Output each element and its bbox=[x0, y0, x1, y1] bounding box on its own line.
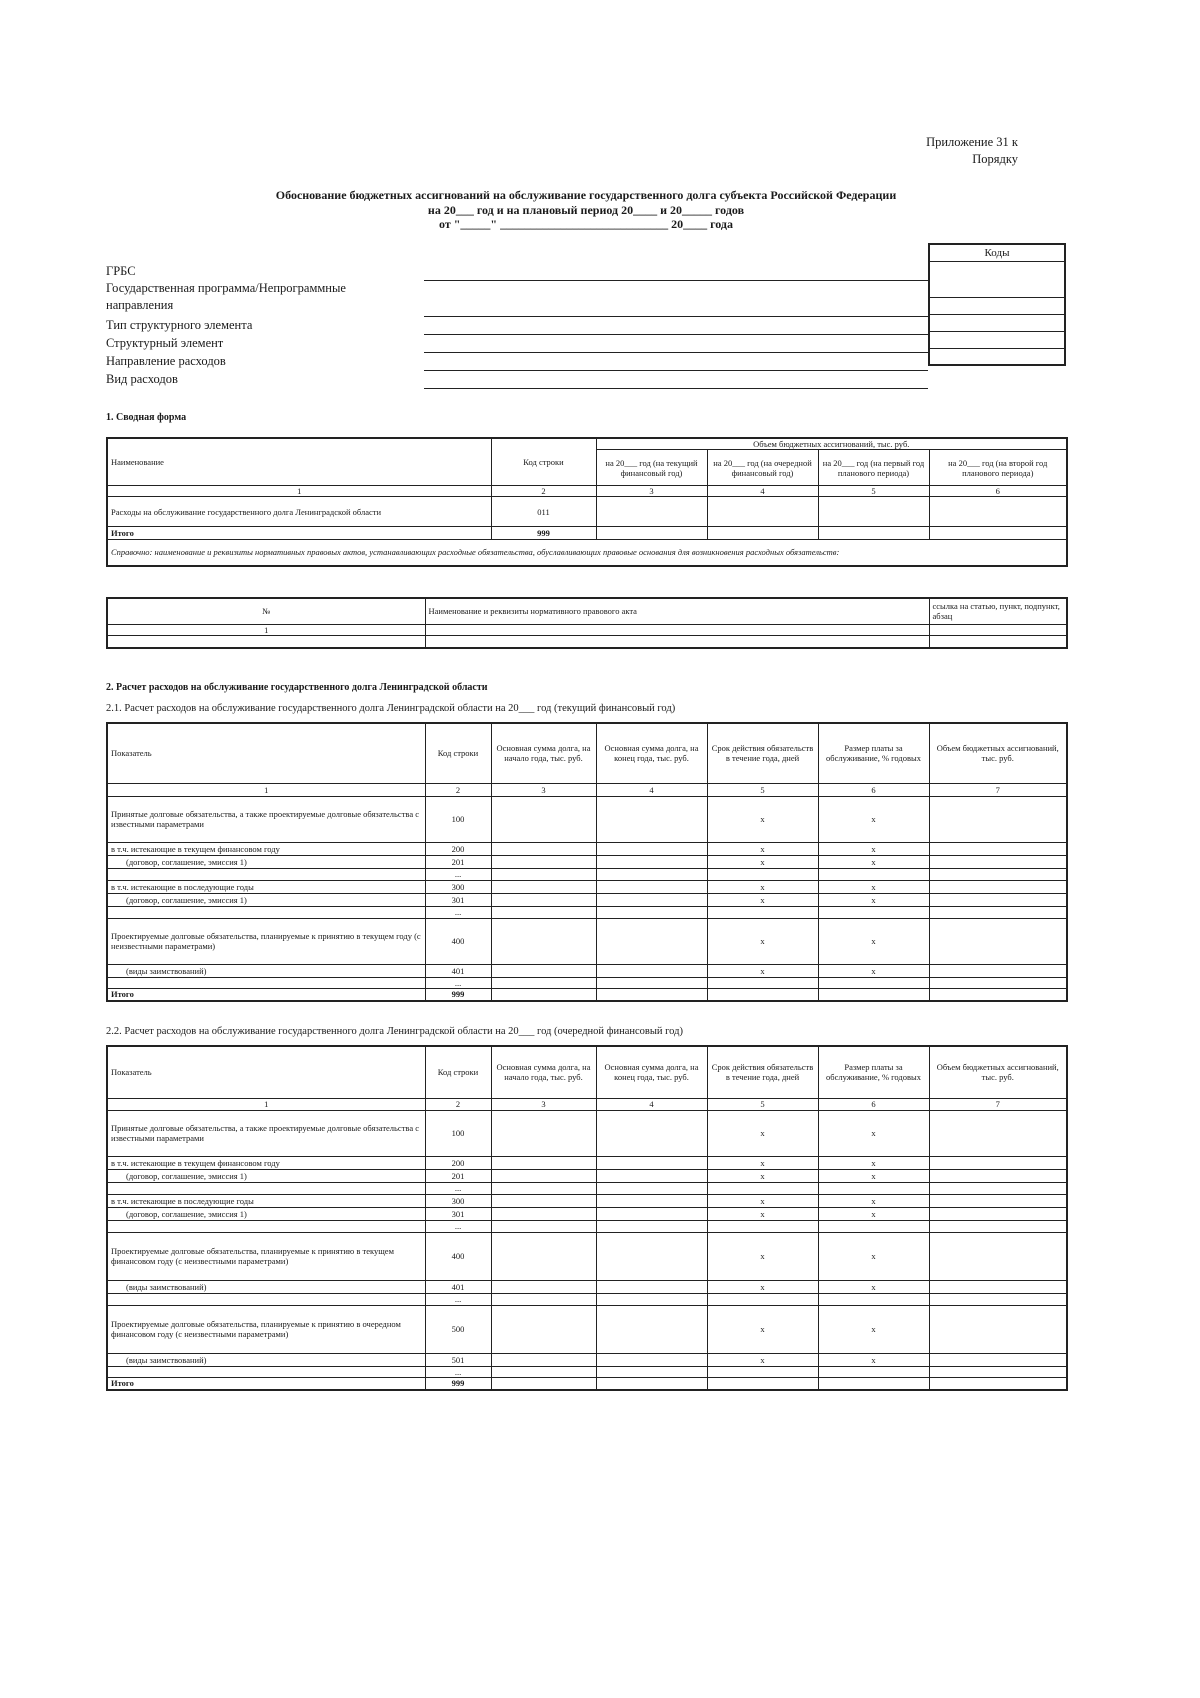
code-cell-element bbox=[929, 331, 1065, 348]
t22-cell bbox=[596, 1207, 707, 1220]
t22-r301-label: (договор, соглашение, эмиссия 1) bbox=[107, 1207, 425, 1220]
t21-cell bbox=[491, 988, 596, 1001]
t21-dots-3: ... bbox=[425, 977, 491, 988]
t22-header-c7: Объем бюджетных ассигнований, тыс. руб. bbox=[929, 1046, 1067, 1098]
t21-r301-code: 301 bbox=[425, 893, 491, 906]
t21-cell bbox=[596, 880, 707, 893]
t21-num-1: 1 bbox=[107, 783, 425, 796]
code-cell-kind bbox=[929, 348, 1065, 365]
t22-r501-code: 501 bbox=[425, 1353, 491, 1366]
t22-r300-code: 300 bbox=[425, 1194, 491, 1207]
ref-cell bbox=[425, 624, 929, 635]
t22-r400-code: 400 bbox=[425, 1232, 491, 1280]
t22-cell bbox=[818, 1366, 929, 1377]
t22-r500-label: Проектируемые долговые обязательства, планируемые к принятию в очередном финансовом году (с неизвестными параметрами) bbox=[107, 1305, 425, 1353]
t21-header-code: Код строки bbox=[425, 723, 491, 783]
t22-num-4: 4 bbox=[596, 1098, 707, 1110]
meta-grbs: ГРБС bbox=[106, 264, 136, 278]
table-22 bbox=[106, 1045, 1068, 1391]
table-21 bbox=[106, 722, 1068, 1002]
meta-element-type: Тип структурного элемента bbox=[106, 318, 253, 332]
t21-cell bbox=[929, 868, 1067, 880]
summary-header-col6: на 20___ год (на второй год планового периода) bbox=[929, 450, 1067, 486]
t21-cell bbox=[707, 977, 818, 988]
table-row bbox=[107, 988, 1067, 1001]
table-row bbox=[107, 1182, 1067, 1194]
table-row bbox=[107, 796, 1067, 842]
t21-num-7: 7 bbox=[929, 783, 1067, 796]
appendix-line2: Порядку bbox=[972, 152, 1018, 166]
ref-cell bbox=[929, 635, 1067, 648]
t22-cell bbox=[491, 1110, 596, 1156]
summary-cell bbox=[596, 497, 707, 527]
t21-cell bbox=[929, 855, 1067, 868]
t22-r300-label: в т.ч. истекающие в последующие годы bbox=[107, 1194, 425, 1207]
t22-cell bbox=[818, 1220, 929, 1232]
t21-cell bbox=[596, 918, 707, 964]
t21-cell bbox=[491, 906, 596, 918]
codes-header: Коды bbox=[929, 244, 1065, 261]
section1-title: 1. Сводная форма bbox=[106, 412, 187, 423]
t21-r401-code: 401 bbox=[425, 964, 491, 977]
t21-r401-x5: x bbox=[707, 964, 818, 977]
reference-note: Справочно: наименование и реквизиты нормативных правовых актов, устанавливающих расходные обязательства, обуславливающих правовые основания для возникновения расходных обязательств: bbox=[107, 540, 1067, 566]
t21-header-c6: Размер платы за обслуживание, % годовых bbox=[818, 723, 929, 783]
t22-header-c6: Размер платы за обслуживание, % годовых bbox=[818, 1046, 929, 1098]
title-line1: Обоснование бюджетных ассигнований на обслуживание государственного долга субъекта Российской Федерации bbox=[275, 188, 897, 202]
table-row bbox=[107, 1156, 1067, 1169]
meta-program-2: направления bbox=[106, 298, 174, 312]
table22-title: 2.2. Расчет расходов на обслуживание государственного долга Ленинградской области на 20___ год (очередной финансовый год) bbox=[106, 1026, 683, 1037]
t22-cell bbox=[929, 1353, 1067, 1366]
t22-header-c5: Срок действия обязательств в течение года, дней bbox=[707, 1046, 818, 1098]
t22-r301-code: 301 bbox=[425, 1207, 491, 1220]
t22-cell bbox=[596, 1353, 707, 1366]
t21-header-c3: Основная сумма долга, на начало года, тыс. руб. bbox=[491, 723, 596, 783]
summary-row-expense-label: Расходы на обслуживание государственного долга Ленинградской области bbox=[107, 497, 491, 527]
t21-cell bbox=[491, 964, 596, 977]
t22-cell bbox=[929, 1169, 1067, 1182]
t21-r200-code: 200 bbox=[425, 842, 491, 855]
t22-cell bbox=[818, 1293, 929, 1305]
t22-r500-code: 500 bbox=[425, 1305, 491, 1353]
t22-r501-x6: x bbox=[818, 1353, 929, 1366]
t21-cell bbox=[596, 988, 707, 1001]
t22-dots-3: ... bbox=[425, 1293, 491, 1305]
t21-cell bbox=[491, 796, 596, 842]
summary-table bbox=[106, 437, 1068, 567]
t22-cell bbox=[929, 1182, 1067, 1194]
t22-total-label: Итого bbox=[107, 1377, 425, 1390]
summary-cell bbox=[596, 527, 707, 540]
t22-r500-x6: x bbox=[818, 1305, 929, 1353]
t22-r200-x5: x bbox=[707, 1156, 818, 1169]
t22-cell bbox=[491, 1156, 596, 1169]
t21-cell bbox=[929, 918, 1067, 964]
t22-r501-label: (виды заимствований) bbox=[107, 1353, 425, 1366]
t21-cell bbox=[596, 868, 707, 880]
t21-cell bbox=[596, 855, 707, 868]
t21-r201-label: (договор, соглашение, эмиссия 1) bbox=[107, 855, 425, 868]
t22-r201-x6: x bbox=[818, 1169, 929, 1182]
t22-cell bbox=[596, 1232, 707, 1280]
t22-r200-code: 200 bbox=[425, 1156, 491, 1169]
t22-cell bbox=[491, 1293, 596, 1305]
t22-r300-x5: x bbox=[707, 1194, 818, 1207]
title-line2: на 20___ год и на плановый период 20____ и 20_____ годов bbox=[427, 202, 745, 217]
summary-cell bbox=[818, 527, 929, 540]
summary-cell bbox=[707, 497, 818, 527]
table-row bbox=[107, 1220, 1067, 1232]
t21-header-c4: Основная сумма долга, на конец года, тыс. руб. bbox=[596, 723, 707, 783]
summary-header-name: Наименование bbox=[107, 438, 491, 486]
summary-header-col3: на 20___ год (на текущий финансовый год) bbox=[596, 450, 707, 486]
t22-cell bbox=[491, 1232, 596, 1280]
t21-r401-label: (виды заимствований) bbox=[107, 964, 425, 977]
table-row bbox=[107, 868, 1067, 880]
t21-dots-1: ... bbox=[425, 868, 491, 880]
t22-num-1: 1 bbox=[107, 1098, 425, 1110]
ref-header-num: № bbox=[107, 598, 425, 624]
t22-cell bbox=[929, 1110, 1067, 1156]
t22-dots-1: ... bbox=[425, 1182, 491, 1194]
t22-cell bbox=[491, 1194, 596, 1207]
t22-total-code: 999 bbox=[425, 1377, 491, 1390]
table-row bbox=[107, 1366, 1067, 1377]
t21-num-6: 6 bbox=[818, 783, 929, 796]
t22-cell bbox=[707, 1293, 818, 1305]
t22-cell bbox=[107, 1366, 425, 1377]
t22-cell bbox=[929, 1194, 1067, 1207]
t21-r301-label: (договор, соглашение, эмиссия 1) bbox=[107, 893, 425, 906]
summary-header-volume: Объем бюджетных ассигнований, тыс. руб. bbox=[596, 438, 1067, 450]
table-row bbox=[107, 842, 1067, 855]
ref-cell bbox=[425, 635, 929, 648]
t21-cell bbox=[929, 977, 1067, 988]
meta-element: Структурный элемент bbox=[106, 336, 224, 350]
t21-r100-x6: x bbox=[818, 796, 929, 842]
meta-line-2 bbox=[424, 316, 928, 317]
t22-header-code: Код строки bbox=[425, 1046, 491, 1098]
t22-r401-code: 401 bbox=[425, 1280, 491, 1293]
ref-row-num: 1 bbox=[107, 624, 425, 635]
summary-row-expense-code: 011 bbox=[491, 497, 596, 527]
code-cell-element-type bbox=[929, 314, 1065, 331]
summary-cell bbox=[707, 527, 818, 540]
t21-cell bbox=[107, 868, 425, 880]
col-num-5: 5 bbox=[818, 486, 929, 497]
t22-r400-x5: x bbox=[707, 1232, 818, 1280]
table-row bbox=[107, 1305, 1067, 1353]
document-title bbox=[100, 188, 1072, 232]
t21-cell bbox=[596, 906, 707, 918]
t22-cell bbox=[929, 1377, 1067, 1390]
t22-header-c3: Основная сумма долга, на начало года, тыс. руб. bbox=[491, 1046, 596, 1098]
table-row bbox=[107, 1232, 1067, 1280]
t21-cell bbox=[596, 796, 707, 842]
t21-cell bbox=[929, 796, 1067, 842]
t22-r300-x6: x bbox=[818, 1194, 929, 1207]
summary-header-col5: на 20___ год (на первый год планового периода) bbox=[818, 450, 929, 486]
t22-r400-label: Проектируемые долговые обязательства, планируемые к принятию в текущем финансовом году (с неизвестными параметрами) bbox=[107, 1232, 425, 1280]
t21-r201-code: 201 bbox=[425, 855, 491, 868]
meta-line-3 bbox=[424, 334, 928, 335]
t21-cell bbox=[929, 906, 1067, 918]
t21-r400-label: Проектируемые долговые обязательства, планируемые к принятию в текущем году (с неизвестными параметрами) bbox=[107, 918, 425, 964]
t22-cell bbox=[491, 1366, 596, 1377]
t21-cell bbox=[596, 964, 707, 977]
t21-cell bbox=[491, 842, 596, 855]
t22-cell bbox=[491, 1305, 596, 1353]
reference-table bbox=[106, 597, 1068, 649]
t22-cell bbox=[929, 1207, 1067, 1220]
t21-r200-label: в т.ч. истекающие в текущем финансовом году bbox=[107, 842, 425, 855]
t21-cell bbox=[596, 977, 707, 988]
t21-dots-2: ... bbox=[425, 906, 491, 918]
t21-cell bbox=[107, 906, 425, 918]
section2-title: 2. Расчет расходов на обслуживание государственного долга Ленинградской области bbox=[106, 682, 488, 693]
t22-r100-x6: x bbox=[818, 1110, 929, 1156]
table-row bbox=[107, 893, 1067, 906]
t21-num-4: 4 bbox=[596, 783, 707, 796]
t22-cell bbox=[707, 1377, 818, 1390]
t21-cell bbox=[491, 855, 596, 868]
t22-cell bbox=[929, 1305, 1067, 1353]
t22-cell bbox=[929, 1280, 1067, 1293]
t22-cell bbox=[491, 1169, 596, 1182]
t22-cell bbox=[596, 1220, 707, 1232]
codes-table bbox=[928, 243, 1066, 366]
t21-r201-x6: x bbox=[818, 855, 929, 868]
t21-cell bbox=[491, 868, 596, 880]
table-row bbox=[107, 964, 1067, 977]
t21-cell bbox=[491, 918, 596, 964]
t21-cell bbox=[707, 868, 818, 880]
meta-line-1 bbox=[424, 280, 928, 281]
ref-header-link: ссылка на статью, пункт, подпункт, абзац bbox=[929, 598, 1067, 624]
table-row bbox=[107, 1169, 1067, 1182]
t22-num-7: 7 bbox=[929, 1098, 1067, 1110]
summary-cell bbox=[818, 497, 929, 527]
t22-cell bbox=[818, 1377, 929, 1390]
t22-cell bbox=[596, 1377, 707, 1390]
t22-r401-x5: x bbox=[707, 1280, 818, 1293]
table-row bbox=[107, 977, 1067, 988]
t21-cell bbox=[818, 988, 929, 1001]
t21-r301-x6: x bbox=[818, 893, 929, 906]
t21-r400-code: 400 bbox=[425, 918, 491, 964]
t21-cell bbox=[818, 868, 929, 880]
t22-r200-label: в т.ч. истекающие в текущем финансовом году bbox=[107, 1156, 425, 1169]
ref-cell bbox=[929, 624, 1067, 635]
t22-cell bbox=[491, 1353, 596, 1366]
col-num-2: 2 bbox=[491, 486, 596, 497]
t22-r201-code: 201 bbox=[425, 1169, 491, 1182]
summary-cell bbox=[929, 497, 1067, 527]
t22-cell bbox=[596, 1305, 707, 1353]
t22-header-c4: Основная сумма долга, на конец года, тыс. руб. bbox=[596, 1046, 707, 1098]
t21-cell bbox=[707, 988, 818, 1001]
t22-cell bbox=[596, 1156, 707, 1169]
t21-header-c5: Срок действия обязательств в течение года, дней bbox=[707, 723, 818, 783]
t21-cell bbox=[818, 977, 929, 988]
t22-r501-x5: x bbox=[707, 1353, 818, 1366]
t22-r100-label: Принятые долговые обязательства, а также проектируемые долговые обязательства с известными параметрами bbox=[107, 1110, 425, 1156]
t22-num-6: 6 bbox=[818, 1098, 929, 1110]
col-num-3: 3 bbox=[596, 486, 707, 497]
t22-num-5: 5 bbox=[707, 1098, 818, 1110]
t22-cell bbox=[596, 1182, 707, 1194]
t21-cell bbox=[818, 906, 929, 918]
summary-total-code: 999 bbox=[491, 527, 596, 540]
t21-r400-x5: x bbox=[707, 918, 818, 964]
code-cell-program bbox=[929, 297, 1065, 314]
t21-cell bbox=[491, 893, 596, 906]
t22-cell bbox=[491, 1182, 596, 1194]
table-row bbox=[107, 855, 1067, 868]
t22-header-indicator: Показатель bbox=[107, 1046, 425, 1098]
t21-cell bbox=[491, 880, 596, 893]
ref-cell bbox=[107, 635, 425, 648]
t21-cell bbox=[929, 893, 1067, 906]
t21-r401-x6: x bbox=[818, 964, 929, 977]
t22-r100-x5: x bbox=[707, 1110, 818, 1156]
t21-r201-x5: x bbox=[707, 855, 818, 868]
t21-r100-code: 100 bbox=[425, 796, 491, 842]
t21-r300-label: в т.ч. истекающие в последующие годы bbox=[107, 880, 425, 893]
appendix-line1: Приложение 31 к bbox=[926, 135, 1018, 149]
t21-num-2: 2 bbox=[425, 783, 491, 796]
t22-cell bbox=[596, 1293, 707, 1305]
t22-cell bbox=[491, 1207, 596, 1220]
t21-r300-x5: x bbox=[707, 880, 818, 893]
t22-cell bbox=[929, 1232, 1067, 1280]
t22-cell bbox=[929, 1220, 1067, 1232]
t21-r300-x6: x bbox=[818, 880, 929, 893]
t22-cell bbox=[107, 1293, 425, 1305]
t21-num-5: 5 bbox=[707, 783, 818, 796]
col-num-6: 6 bbox=[929, 486, 1067, 497]
t21-cell bbox=[929, 988, 1067, 1001]
t21-cell bbox=[929, 964, 1067, 977]
t22-cell bbox=[596, 1366, 707, 1377]
col-num-1: 1 bbox=[107, 486, 491, 497]
t21-cell bbox=[707, 906, 818, 918]
meta-line-4 bbox=[424, 352, 928, 353]
summary-total-label: Итого bbox=[107, 527, 491, 540]
t22-cell bbox=[107, 1182, 425, 1194]
t22-cell bbox=[929, 1366, 1067, 1377]
t22-r100-code: 100 bbox=[425, 1110, 491, 1156]
t22-r500-x5: x bbox=[707, 1305, 818, 1353]
t22-cell bbox=[818, 1182, 929, 1194]
table-row bbox=[107, 1293, 1067, 1305]
t22-cell bbox=[596, 1110, 707, 1156]
t22-cell bbox=[491, 1377, 596, 1390]
t21-num-3: 3 bbox=[491, 783, 596, 796]
t21-r301-x5: x bbox=[707, 893, 818, 906]
t21-r200-x6: x bbox=[818, 842, 929, 855]
t22-cell bbox=[596, 1194, 707, 1207]
table-row bbox=[107, 918, 1067, 964]
meta-program-1: Государственная программа/Непрограммные bbox=[106, 281, 346, 295]
t21-r100-x5: x bbox=[707, 796, 818, 842]
table-row bbox=[107, 1194, 1067, 1207]
appendix-note bbox=[926, 134, 1018, 168]
meta-line-6 bbox=[424, 388, 928, 389]
t22-cell bbox=[929, 1156, 1067, 1169]
t22-r301-x5: x bbox=[707, 1207, 818, 1220]
table-row bbox=[107, 1353, 1067, 1366]
t22-r200-x6: x bbox=[818, 1156, 929, 1169]
t21-cell bbox=[596, 893, 707, 906]
title-line3: от "_____" ____________________________ 20____ года bbox=[439, 217, 733, 231]
summary-cell bbox=[929, 527, 1067, 540]
t21-cell bbox=[107, 977, 425, 988]
meta-kind: Вид расходов bbox=[106, 372, 178, 386]
summary-header-col4: на 20___ год (на очередной финансовый год) bbox=[707, 450, 818, 486]
table-row bbox=[107, 880, 1067, 893]
t21-header-c7: Объем бюджетных ассигнований, тыс. руб. bbox=[929, 723, 1067, 783]
t21-total-code: 999 bbox=[425, 988, 491, 1001]
t21-r300-code: 300 bbox=[425, 880, 491, 893]
table-row bbox=[107, 906, 1067, 918]
t21-cell bbox=[596, 842, 707, 855]
t22-num-3: 3 bbox=[491, 1098, 596, 1110]
table-row bbox=[107, 1280, 1067, 1293]
code-cell-grbs bbox=[929, 261, 1065, 297]
t21-r100-label: Принятые долговые обязательства, а также проектируемые долговые обязательства с известными параметрами bbox=[107, 796, 425, 842]
t22-cell bbox=[707, 1366, 818, 1377]
t22-r400-x6: x bbox=[818, 1232, 929, 1280]
t22-r201-x5: x bbox=[707, 1169, 818, 1182]
t22-cell bbox=[596, 1280, 707, 1293]
t22-r201-label: (договор, соглашение, эмиссия 1) bbox=[107, 1169, 425, 1182]
t22-cell bbox=[929, 1293, 1067, 1305]
table-row bbox=[107, 1110, 1067, 1156]
t22-r401-label: (виды заимствований) bbox=[107, 1280, 425, 1293]
ref-header-name: Наименование и реквизиты нормативного правового акта bbox=[425, 598, 929, 624]
t22-dots-4: ... bbox=[425, 1366, 491, 1377]
t22-cell bbox=[596, 1169, 707, 1182]
table-row bbox=[107, 1207, 1067, 1220]
t22-r301-x6: x bbox=[818, 1207, 929, 1220]
t21-total-label: Итого bbox=[107, 988, 425, 1001]
col-num-4: 4 bbox=[707, 486, 818, 497]
meta-line-5 bbox=[424, 370, 928, 371]
t22-cell bbox=[707, 1220, 818, 1232]
t21-header-indicator: Показатель bbox=[107, 723, 425, 783]
t22-cell bbox=[491, 1280, 596, 1293]
t21-r400-x6: x bbox=[818, 918, 929, 964]
summary-header-code: Код строки bbox=[491, 438, 596, 486]
table21-title: 2.1. Расчет расходов на обслуживание государственного долга Ленинградской области на 20___ год (текущий финансовый год) bbox=[106, 703, 676, 714]
table-row bbox=[107, 1377, 1067, 1390]
t21-cell bbox=[929, 842, 1067, 855]
t22-num-2: 2 bbox=[425, 1098, 491, 1110]
t22-cell bbox=[107, 1220, 425, 1232]
t22-cell bbox=[491, 1220, 596, 1232]
t22-cell bbox=[707, 1182, 818, 1194]
t21-r200-x5: x bbox=[707, 842, 818, 855]
t21-cell bbox=[929, 880, 1067, 893]
meta-direction: Направление расходов bbox=[106, 354, 226, 368]
t22-r401-x6: x bbox=[818, 1280, 929, 1293]
t21-cell bbox=[491, 977, 596, 988]
t22-dots-2: ... bbox=[425, 1220, 491, 1232]
